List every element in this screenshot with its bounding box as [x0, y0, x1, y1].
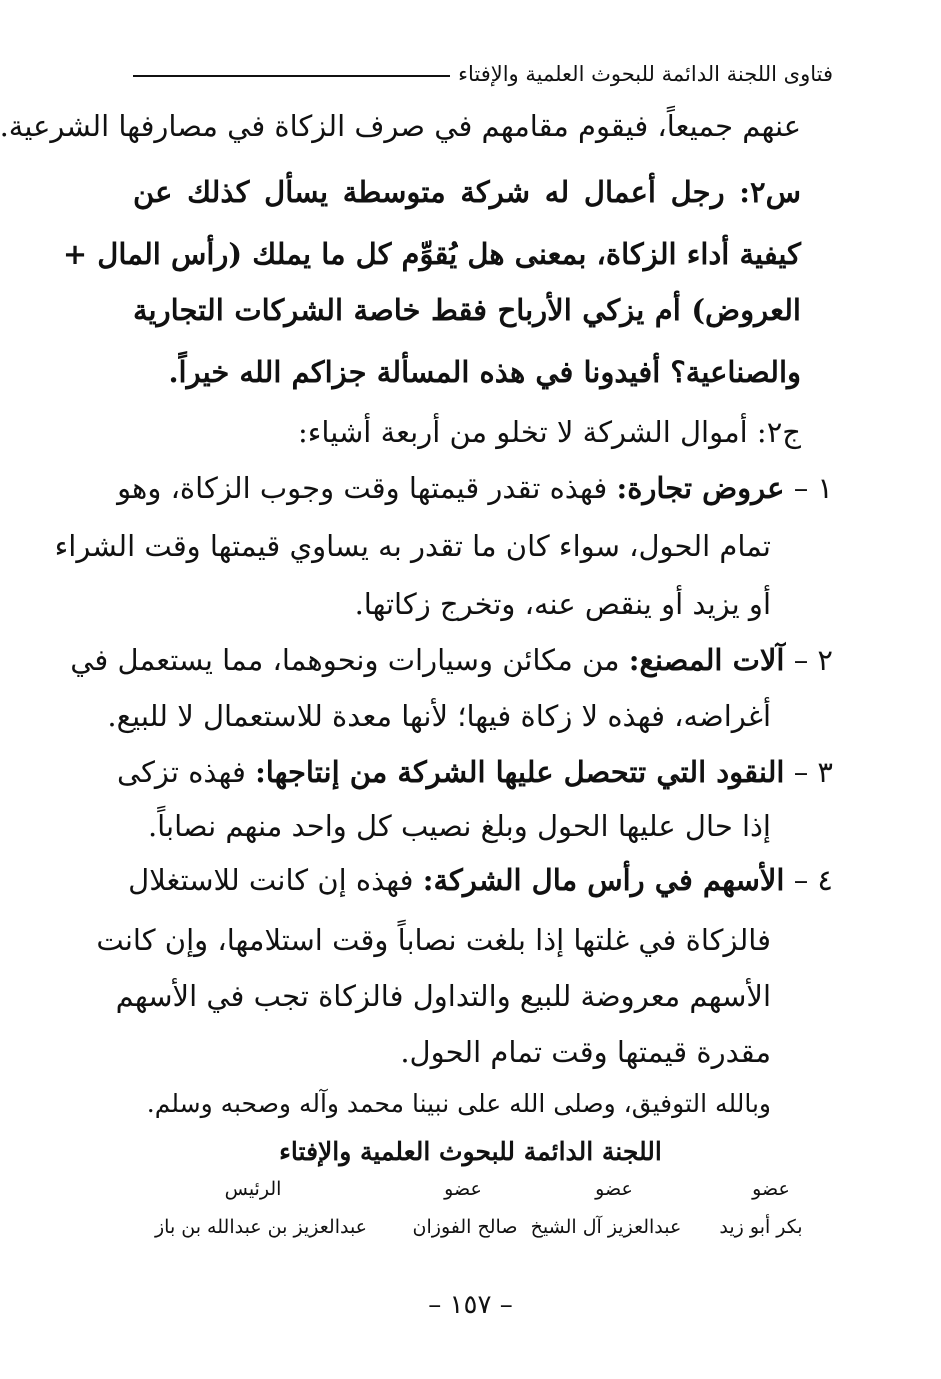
item-4-first-line — [128, 860, 833, 900]
item-4-text: فهذه إن كانت للاستغلال — [128, 863, 414, 897]
question-line-2: كيفية أداء الزكاة، بمعنى هل يُقوِّم كل ما يملك (رأس المال + — [62, 237, 801, 271]
item-3-term: النقود التي تتحصل عليها الشركة من إنتاجها: — [255, 755, 785, 789]
item-4-line-2: فالزكاة في غلتها إذا بلغت نصاباً وقت استلامها، وإن كانت — [96, 923, 771, 957]
item-2-number: ٢ – — [793, 643, 833, 677]
role-1: عضو — [752, 1178, 790, 1200]
question-line-1: س٢: رجل أعمال له شركة متوسطة يسأل كذلك عن — [133, 175, 801, 209]
item-1-line-3: أو يزيد أو ينقص عنه، وتخرج زكاتها. — [354, 587, 771, 621]
continuation-line: عنهم جميعاً، فيقوم مقامهم في صرف الزكاة في مصارفها الشرعية. — [0, 109, 801, 143]
item-2-text: من مكائن وسيارات ونحوهما، مما يستعمل في — [70, 643, 620, 677]
question-line-4: والصناعية؟ أفيدونا في هذه المسألة جزاكم الله خيراً. — [168, 355, 801, 389]
item-1-line-2: تمام الحول، سواء كان ما تقدر به يساوي قيمتها وقت الشراء — [54, 529, 771, 563]
running-header-title: فتاوى اللجنة الدائمة للبحوث العلمية والإفتاء — [458, 62, 833, 86]
item-3-line-2: إذا حال عليها الحول وبلغ نصيب كل واحد منهم نصاباً. — [147, 809, 771, 843]
item-4-line-3: الأسهم معروضة للبيع والتداول فالزكاة تجب في الأسهم — [115, 979, 771, 1013]
item-2-term: آلات المصنع: — [628, 643, 785, 677]
answer-intro: ج٢: أموال الشركة لا تخلو من أربعة أشياء: — [298, 415, 801, 449]
name-3: صالح الفوزان — [412, 1216, 518, 1238]
role-2: عضو — [595, 1178, 633, 1200]
name-2: عبدالعزيز آل الشيخ — [530, 1216, 682, 1238]
item-3-first-line — [116, 752, 833, 792]
role-3: عضو — [444, 1178, 482, 1200]
role-4: الرئيس — [224, 1178, 282, 1200]
header-rule — [133, 75, 450, 77]
item-1-term: عروض تجارة: — [616, 471, 785, 505]
item-3-text: فهذه تزكى — [116, 755, 246, 789]
item-1-first-line — [117, 468, 833, 508]
item-2-first-line — [70, 640, 833, 680]
item-4-term: الأسهم في رأس مال الشركة: — [422, 863, 785, 897]
running-header — [133, 58, 833, 90]
name-1: بكر أبو زيد — [719, 1216, 803, 1238]
signatory-roles — [0, 1178, 941, 1208]
item-4-number: ٤ – — [793, 863, 833, 897]
committee-title: اللجنة الدائمة للبحوث العلمية والإفتاء — [279, 1137, 662, 1166]
item-2-line-2: أغراضه، فهذه لا زكاة فيها؛ لأنها معدة للاستعمال لا للبيع. — [107, 699, 771, 733]
item-4-line-4: مقدرة قيمتها وقت تمام الحول. — [400, 1035, 771, 1069]
item-3-number: ٣ – — [793, 755, 833, 789]
closing-line: وبالله التوفيق، وصلى الله على نبينا محمد وآله وصحبه وسلم. — [146, 1089, 771, 1118]
signatory-names — [0, 1216, 941, 1246]
item-1-number: ١ – — [793, 471, 833, 505]
question-line-3: العروض) أم يزكي الأرباح فقط خاصة الشركات التجارية — [133, 293, 801, 327]
item-1-text: فهذه تقدر قيمتها وقت وجوب الزكاة، وهو — [117, 471, 608, 505]
name-4: عبدالعزيز بن عبدالله بن باز — [154, 1216, 368, 1238]
page-number: – ١٥٧ – — [428, 1290, 513, 1320]
